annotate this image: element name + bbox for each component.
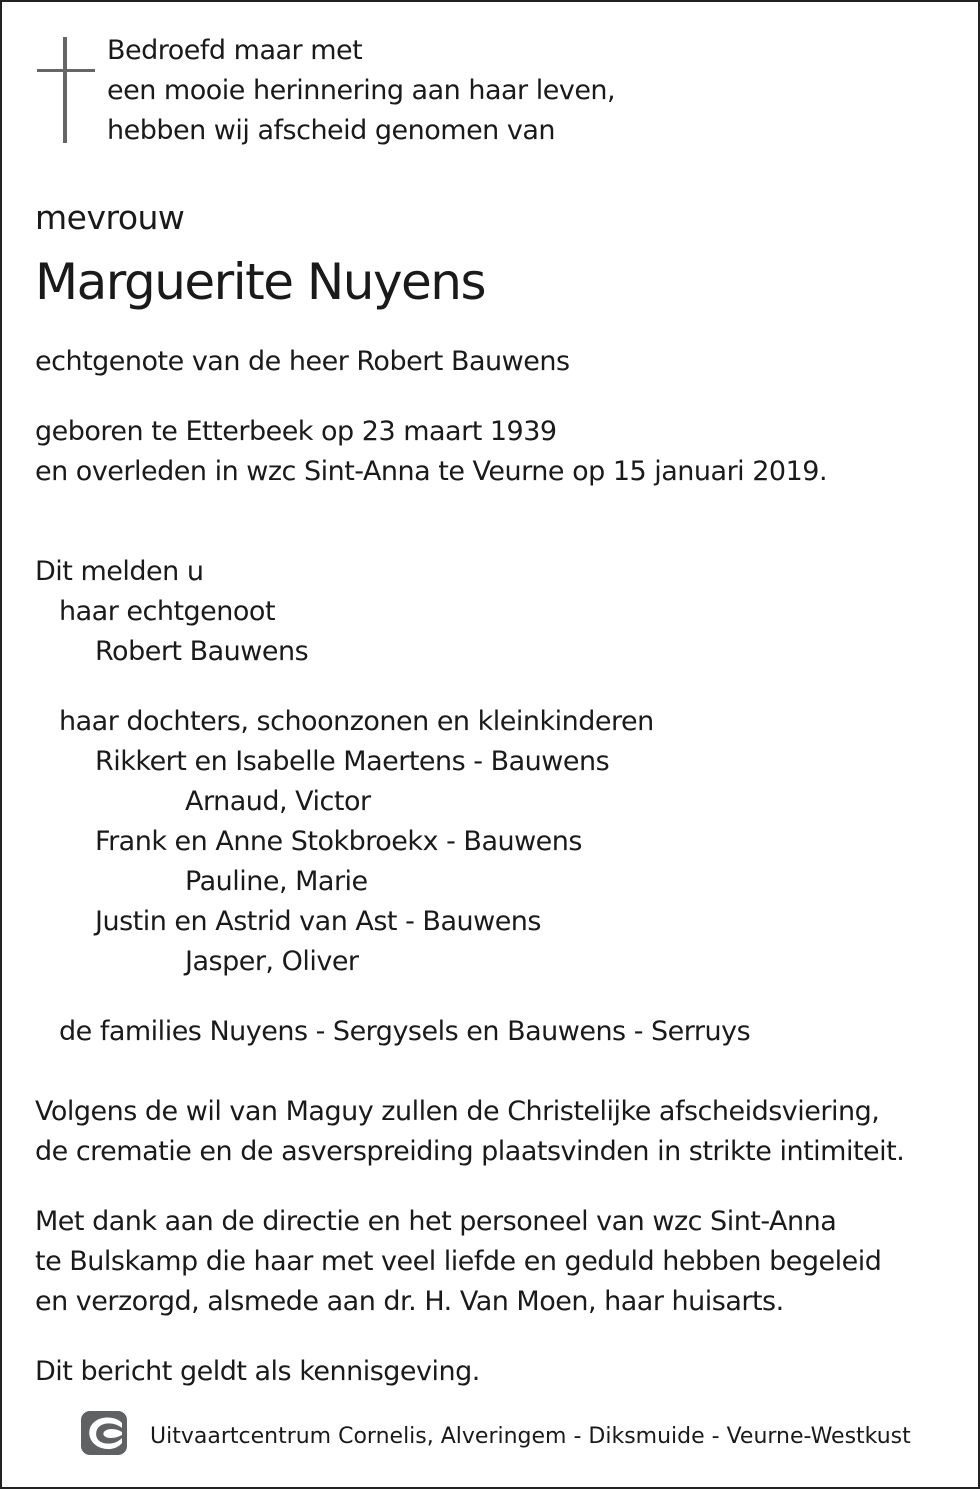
child-couple: Justin en Astrid van Ast - Bauwens <box>95 906 541 937</box>
grandchildren: Pauline, Marie <box>185 866 368 897</box>
thanks-line-1: Met dank aan de directie en het personeel van wzc Sint-Anna <box>35 1206 837 1237</box>
honorific: mevrouw <box>35 198 185 237</box>
spouse-line: echtgenote van de heer Robert Bauwens <box>35 346 570 377</box>
spouse-label: haar echtgenoot <box>59 596 276 627</box>
thanks-line-2: te Bulskamp die haar met veel liefde en geduld hebben begeleid <box>35 1246 882 1277</box>
deceased-name: Marguerite Nuyens <box>35 253 486 311</box>
intro-line-2: een mooie herinnering aan haar leven, <box>107 75 616 106</box>
spouse-name: Robert Bauwens <box>95 636 309 667</box>
died-line: en overleden in wzc Sint-Anna te Veurne op 15 januari 2019. <box>35 456 828 487</box>
families-line: de families Nuyens - Sergysels en Bauwens - Serruys <box>59 1016 751 1047</box>
child-couple: Frank en Anne Stokbroekx - Bauwens <box>95 826 582 857</box>
grandchildren: Jasper, Oliver <box>185 946 359 977</box>
wishes-line-1: Volgens de wil van Maguy zullen de Christelijke afscheidsviering, <box>35 1096 880 1127</box>
born-line: geboren te Etterbeek op 23 maart 1939 <box>35 416 557 447</box>
notice-line: Dit bericht geldt als kennisgeving. <box>35 1356 480 1387</box>
children-label: haar dochters, schoonzonen en kleinkinderen <box>59 706 654 737</box>
undertaker-line: Uitvaartcentrum Cornelis, Alveringem - Diksmuide - Veurne-Westkust <box>150 1424 911 1449</box>
cornelis-logo-icon <box>81 1411 127 1455</box>
child-couple: Rikkert en Isabelle Maertens - Bauwens <box>95 746 610 777</box>
intro-line-1: Bedroefd maar met <box>107 35 363 66</box>
intro-line-3: hebben wij afscheid genomen van <box>107 115 556 146</box>
thanks-line-3: en verzorgd, alsmede aan dr. H. Van Moen, haar huisarts. <box>35 1286 784 1317</box>
announce-line: Dit melden u <box>35 556 204 587</box>
grandchildren: Arnaud, Victor <box>185 786 371 817</box>
wishes-line-2: de crematie en de asverspreiding plaatsvinden in strikte intimiteit. <box>35 1136 905 1167</box>
